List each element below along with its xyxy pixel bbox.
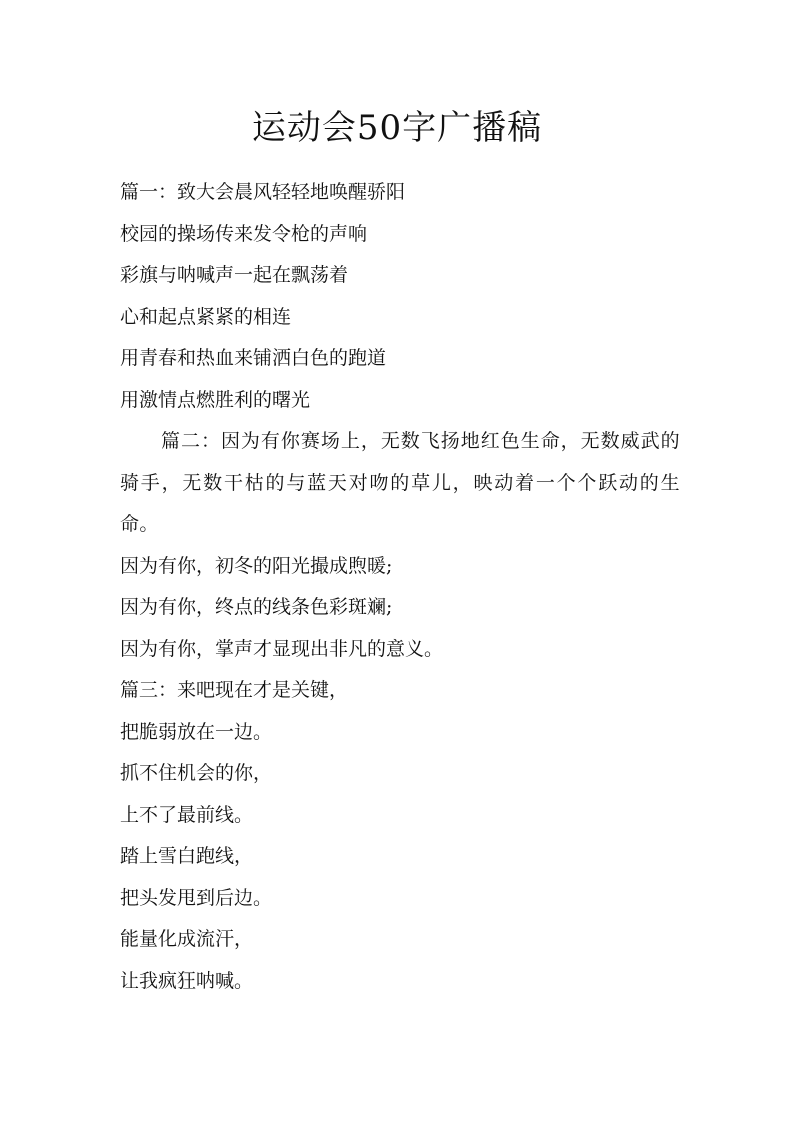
text-line: 因为有你，掌声才显现出非凡的意义。 (120, 637, 444, 660)
text-line: 篇一：致大会晨风轻轻地唤醒骄阳 (120, 181, 406, 203)
text-line: 能量化成流汗， (120, 928, 254, 950)
document-title: 运动会50字广播稿 (251, 108, 543, 148)
text-line: 篇三：来吧现在才是关键， (120, 679, 349, 701)
text-line: 抓不住机会的你， (120, 762, 273, 784)
text-line: 用激情点燃胜利的曙光 (120, 388, 311, 411)
document-body (120, 172, 680, 1002)
text-line: 校园的操场传来发令枪的声响 (120, 222, 368, 245)
text-line: 踏上雪白跑线， (120, 845, 254, 867)
text-line: 心和起点紧紧的相连 (120, 305, 292, 328)
text-line: 上不了最前线。 (120, 803, 254, 826)
text-line: 用青春和热血来铺洒白色的跑道 (120, 347, 387, 369)
indented-paragraph: 篇二：因为有你赛场上，无数飞扬地红色生命，无数威武的骑手，无数干枯的与蓝天对吻的草儿，映动着一个个跃动的生命。 (120, 430, 680, 535)
text-line: 因为有你，终点的线条色彩斑斓; (120, 596, 393, 618)
text-line: 因为有你，初冬的阳光撮成煦暖; (120, 554, 393, 577)
text-line: 把脆弱放在一边。 (120, 720, 273, 743)
text-line: 彩旗与呐喊声一起在飘荡着 (120, 264, 349, 286)
text-line: 让我疯狂呐喊。 (120, 969, 254, 992)
text-line: 把头发甩到后边。 (120, 886, 273, 909)
